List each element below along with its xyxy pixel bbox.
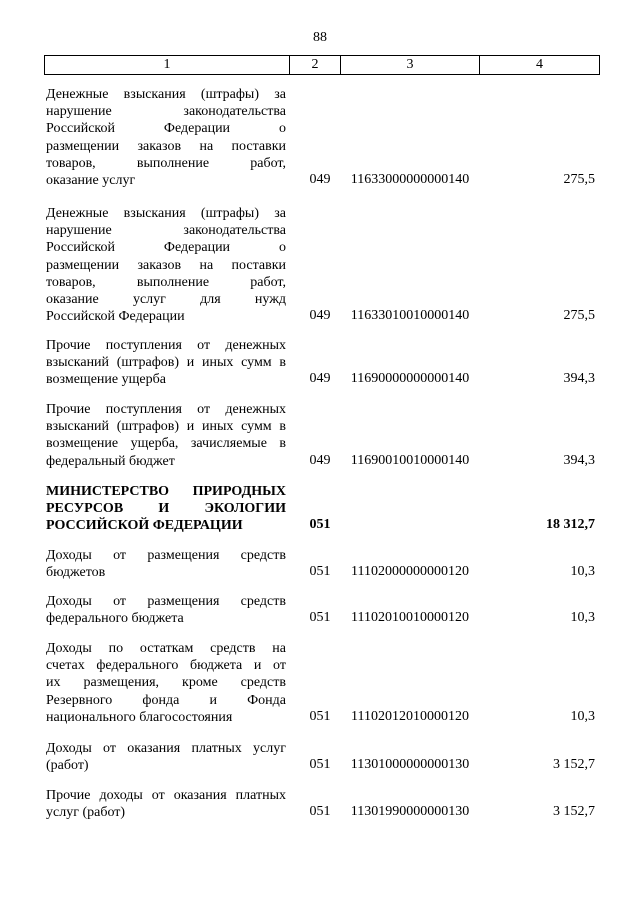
description-line: Резервного фонда и Фонда bbox=[46, 692, 286, 708]
description-line: (работ) bbox=[46, 758, 89, 774]
description-line: размещении заказов на поставки bbox=[46, 257, 286, 273]
description-line: оказание услуг для нужд bbox=[46, 292, 286, 308]
description-line: федерального бюджета bbox=[46, 611, 184, 627]
description-line: возмещение ущерба, зачисляемые в bbox=[46, 436, 286, 452]
classification-code: 11690000000000140 bbox=[350, 371, 470, 387]
description-line: возмещение ущерба bbox=[46, 372, 166, 388]
description-line: национального благосостояния bbox=[46, 709, 233, 725]
description-line: Доходы от размещения средств bbox=[46, 548, 286, 563]
description-line: Российской Федерации о bbox=[46, 121, 286, 137]
description-line: бюджетов bbox=[46, 565, 106, 581]
row-description bbox=[46, 640, 286, 726]
amount: 275,5 bbox=[563, 308, 595, 324]
description-line: товаров, выполнение работ, bbox=[46, 155, 286, 171]
row-description bbox=[46, 483, 286, 535]
column-header-4: 4 bbox=[480, 56, 600, 75]
admin-code: 051 bbox=[309, 804, 331, 820]
row-description bbox=[46, 593, 286, 627]
description-line: РЕСУРСОВ И ЭКОЛОГИИ bbox=[46, 501, 286, 517]
row-description bbox=[46, 401, 286, 470]
amount: 3 152,7 bbox=[553, 804, 595, 820]
amount: 10,3 bbox=[570, 610, 595, 626]
admin-code: 049 bbox=[309, 172, 331, 187]
description-line: Денежные взыскания (штрафы) за bbox=[46, 87, 286, 102]
classification-code: 11633000000000140 bbox=[350, 172, 470, 187]
amount: 275,5 bbox=[563, 172, 595, 187]
description-line: Прочие поступления от денежных bbox=[46, 402, 286, 417]
classification-code: 11102010010000120 bbox=[351, 610, 469, 626]
description-line: их размещения, кроме средств bbox=[46, 675, 286, 691]
row-description bbox=[46, 547, 286, 581]
classification-code: 11102012010000120 bbox=[351, 708, 469, 724]
admin-code: 051 bbox=[309, 610, 331, 626]
description-line: размещении заказов на поставки bbox=[46, 138, 286, 154]
description-line: РОССИЙСКОЙ ФЕДЕРАЦИИ bbox=[46, 518, 243, 534]
column-header-2: 2 bbox=[290, 56, 341, 75]
description-line: нарушение законодательства bbox=[46, 223, 286, 239]
row-description bbox=[46, 86, 286, 189]
column-header-3: 3 bbox=[341, 56, 480, 75]
admin-code: 051 bbox=[309, 564, 331, 580]
description-line: МИНИСТЕРСТВО ПРИРОДНЫХ bbox=[46, 484, 286, 499]
classification-code: 11301000000000130 bbox=[350, 757, 470, 773]
admin-code: 049 bbox=[309, 371, 331, 387]
row-description bbox=[46, 787, 286, 821]
description-line: федеральный бюджет bbox=[46, 453, 175, 469]
admin-code: 051 bbox=[309, 708, 331, 724]
classification-code: 11301990000000130 bbox=[350, 804, 470, 820]
description-line: Денежные взыскания (штрафы) за bbox=[46, 206, 286, 221]
amount: 10,3 bbox=[570, 564, 595, 580]
amount: 3 152,7 bbox=[553, 757, 595, 773]
row-description bbox=[46, 740, 286, 774]
row-description bbox=[46, 205, 286, 325]
page-number: 88 bbox=[313, 30, 327, 45]
description-line: Прочие доходы от оказания платных bbox=[46, 788, 286, 803]
amount: 394,3 bbox=[563, 452, 595, 468]
admin-code: 049 bbox=[309, 452, 331, 468]
amount: 18 312,7 bbox=[546, 517, 595, 533]
column-header-1: 1 bbox=[45, 56, 290, 75]
description-line: Доходы от оказания платных услуг bbox=[46, 741, 286, 756]
amount: 10,3 bbox=[570, 708, 595, 724]
description-line: оказание услуг bbox=[46, 173, 136, 189]
description-line: Доходы от размещения средств bbox=[46, 594, 286, 609]
row-description bbox=[46, 337, 286, 389]
description-line: счетах федерального бюджета и от bbox=[46, 658, 286, 674]
description-line: нарушение законодательства bbox=[46, 104, 286, 120]
admin-code: 051 bbox=[309, 757, 331, 773]
classification-code: 11690010010000140 bbox=[350, 452, 470, 468]
amount: 394,3 bbox=[563, 371, 595, 387]
description-line: услуг (работ) bbox=[46, 805, 126, 821]
classification-code: 11633010010000140 bbox=[350, 308, 470, 324]
description-line: Прочие поступления от денежных bbox=[46, 338, 286, 353]
admin-code: 051 bbox=[309, 517, 331, 533]
description-line: Российской Федерации bbox=[46, 309, 185, 325]
classification-code: 11102000000000120 bbox=[351, 564, 469, 580]
description-line: Российской Федерации о bbox=[46, 240, 286, 256]
description-line: товаров, выполнение работ, bbox=[46, 274, 286, 290]
admin-code: 049 bbox=[309, 308, 331, 324]
description-line: взысканий (штрафов) и иных сумм в bbox=[46, 419, 286, 435]
description-line: взысканий (штрафов) и иных сумм в bbox=[46, 355, 286, 371]
description-line: Доходы по остаткам средств на bbox=[46, 641, 286, 656]
